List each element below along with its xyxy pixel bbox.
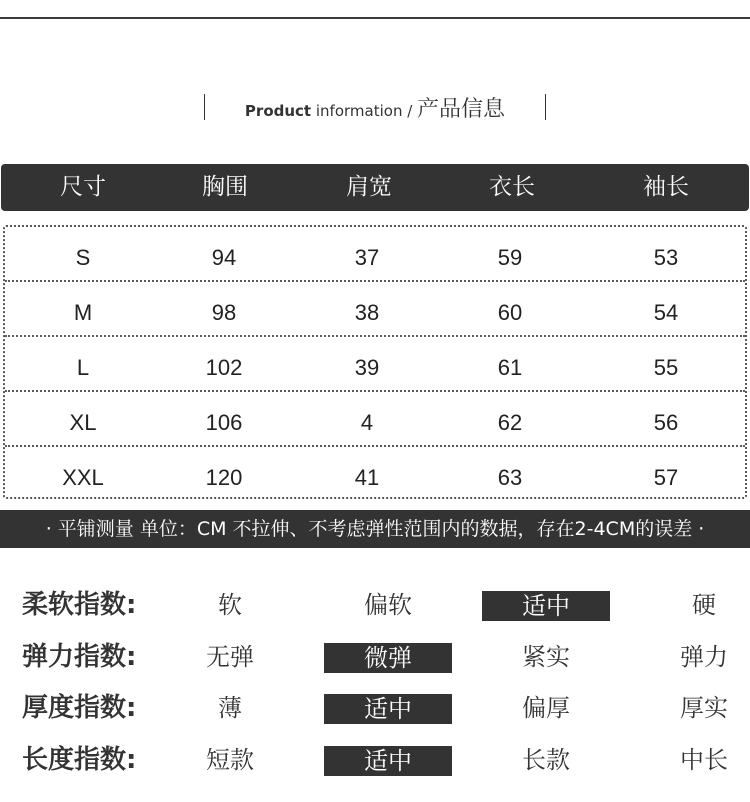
header-length: 衣长: [489, 174, 535, 200]
index-option-selected: [482, 591, 610, 621]
index-option: 偏厚: [522, 694, 570, 722]
cell-size: XL: [69, 410, 97, 435]
cell-size: S: [75, 245, 91, 270]
index-option: 软: [218, 591, 242, 619]
measurement-note: · 平铺测量 单位：CM 不拉伸、不考虑弹性范围内的数据，存在2-4CM的误差 ·: [45, 518, 705, 540]
index-label: 弹力指数:: [22, 642, 137, 672]
index-option-selected-label: 适中: [364, 695, 412, 723]
section-title: [204, 92, 546, 124]
index-label: 柔软指数:: [22, 590, 137, 620]
table-row: [5, 447, 745, 502]
size-table-body: [3, 225, 747, 499]
cell-shoulder: 41: [354, 465, 380, 490]
index-option: 短款: [206, 746, 254, 774]
cell-chest: 94: [211, 245, 237, 270]
table-row: [5, 227, 745, 282]
top-divider: [0, 17, 750, 19]
index-option-selected: [324, 746, 452, 776]
cell-size: L: [76, 355, 90, 380]
cell-length: 62: [497, 410, 523, 435]
index-row-thickness: [0, 688, 750, 728]
header-sleeve: 袖长: [643, 174, 689, 200]
cell-shoulder: 38: [354, 300, 380, 325]
cell-sleeve: 54: [653, 300, 679, 325]
cell-sleeve: 57: [653, 465, 679, 490]
title-right-bar: [545, 94, 546, 120]
index-option-selected: [324, 643, 452, 673]
index-option: 硬: [692, 591, 716, 619]
cell-sleeve: 53: [653, 245, 679, 270]
cell-chest: 102: [205, 355, 243, 380]
index-option: 无弹: [206, 643, 254, 671]
size-table-header: [1, 164, 749, 211]
header-chest: 胸围: [202, 174, 248, 200]
cell-chest: 98: [211, 300, 237, 325]
cell-sleeve: 56: [653, 410, 679, 435]
title-en: information: [311, 102, 403, 120]
table-row: [5, 392, 745, 447]
title-en-bold: Product: [244, 102, 312, 120]
index-option: 弹力: [680, 643, 728, 671]
index-option: 薄: [218, 694, 242, 722]
index-option-selected-label: 微弹: [364, 644, 412, 672]
index-option: 中长: [680, 746, 728, 774]
index-row-length: [0, 740, 750, 780]
cell-chest: 120: [205, 465, 243, 490]
cell-length: 60: [497, 300, 523, 325]
index-option-selected-label: 适中: [522, 592, 570, 620]
cell-chest: 106: [205, 410, 243, 435]
index-option: 偏软: [364, 591, 412, 619]
cell-length: 61: [497, 355, 523, 380]
title-text: [204, 92, 546, 123]
cell-shoulder: 39: [354, 355, 380, 380]
cell-length: 59: [497, 245, 523, 270]
index-row-softness: [0, 585, 750, 625]
index-option-selected-label: 适中: [364, 747, 412, 775]
cell-shoulder: 4: [360, 410, 374, 435]
title-sep: /: [402, 102, 418, 120]
cell-size: XXL: [62, 465, 104, 490]
title-cn: 产品信息: [417, 97, 506, 122]
index-option-selected: [324, 694, 452, 724]
index-option: 紧实: [522, 643, 570, 671]
header-size: 尺寸: [60, 174, 106, 200]
table-row: [5, 282, 745, 337]
index-label: 厚度指数:: [22, 693, 137, 723]
index-option: 厚实: [680, 694, 728, 722]
cell-size: M: [73, 300, 93, 325]
index-label: 长度指数:: [22, 745, 137, 775]
cell-sleeve: 55: [653, 355, 679, 380]
cell-length: 63: [497, 465, 523, 490]
cell-shoulder: 37: [354, 245, 380, 270]
header-shoulder: 肩宽: [346, 174, 392, 200]
index-row-elasticity: [0, 637, 750, 677]
index-option: 长款: [522, 746, 570, 774]
measurement-note-bar: [0, 510, 750, 548]
table-row: [5, 337, 745, 392]
